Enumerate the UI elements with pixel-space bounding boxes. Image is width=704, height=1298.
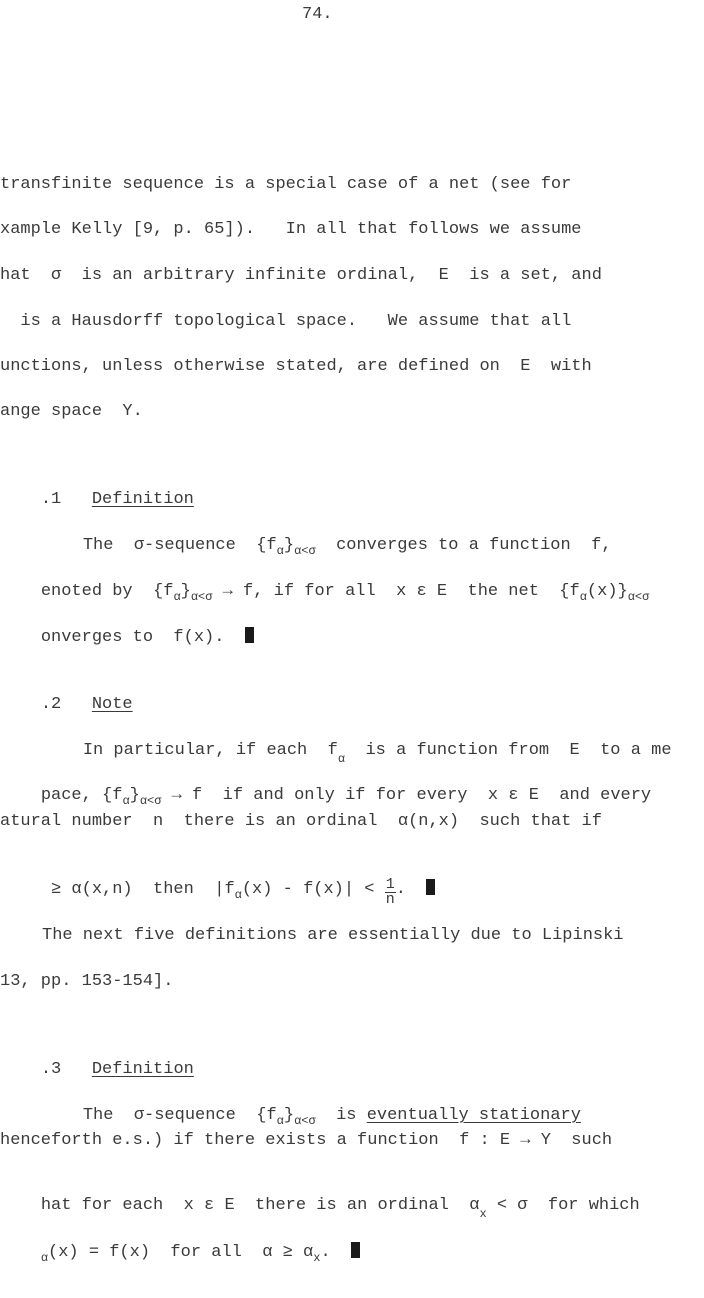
intro-line-4: is a Hausdorff topological space. We assume that all [0,312,572,331]
section-title: Definition [91,490,194,509]
note-2-line-1: In particular, if each $f_\alpha$ is a function from E to a me [82,741,672,766]
section-title: Definition [91,1060,194,1079]
page-number: 74. [302,5,333,24]
section-number: .2 [40,695,62,714]
definition-1-line-1: The σ-sequence $\{f_\alpha\}_{\alpha<\sigma}$ converges to a function f, [82,536,612,558]
section-number: .3 [40,1060,62,1079]
defined-term: eventually stationary [366,1106,581,1125]
definition-1-line-3: onverges to f(x). [0,607,254,668]
intro-line-6: ange space Y. [0,402,143,421]
paragraph-line-1: The next five definitions are essentially due to Lipinski [42,926,624,945]
definition-1-line-2: enoted by $\{f_\alpha\}_{\alpha<\sigma} \to f$, if for all x ε E the net $\{f_\alpha(x)\}_{\alpha<\sigma}$ [40,582,650,604]
fraction: $\frac{1}{n}$ [385,876,395,908]
note-2-line-4: ≥ α(x,n) then $|f_\alpha(x) - f(x)|$ < $\frac{1}{n}$ . [0,858,435,927]
intro-line-2: xample Kelly [9, p. 65]). In all that follows we assume [0,220,582,239]
intro-line-1: transfinite sequence is a special case of a net (see for [0,175,572,194]
note-2-line-3: atural number n there is an ordinal α(n,x) such that if [0,812,602,831]
definition-3-line-1: The σ-sequence $\{f_\alpha\}_{\alpha<\sigma}$ is eventually stationary [82,1106,581,1128]
definition-3-line-3: hat for each x ε E there is an ordinal $\alpha_x < \sigma$ for which [40,1196,640,1221]
section-number: .1 [40,490,62,509]
definition-3-line-2: henceforth e.s.) if there exists a function f : E → Y such [0,1131,613,1150]
definition-3-line-4: $_\alpha$(x) = f(x) for all $\alpha \ge \alpha_x$. [0,1222,360,1288]
end-of-proof-mark [245,627,254,643]
section-title: Note [91,695,133,714]
intro-line-3: hat σ is an arbitrary infinite ordinal, E is a set, and [0,266,602,285]
end-of-proof-mark [351,1242,360,1258]
note-2-line-2: pace, $\{f_\alpha\}_{\alpha<\sigma} \to f$ if and only if for every x ε E and every [40,786,652,808]
paragraph-line-2: 13, pp. 153-154]. [0,972,174,991]
intro-line-5: unctions, unless otherwise stated, are defined on E with [0,357,592,376]
end-of-proof-mark [426,879,435,895]
